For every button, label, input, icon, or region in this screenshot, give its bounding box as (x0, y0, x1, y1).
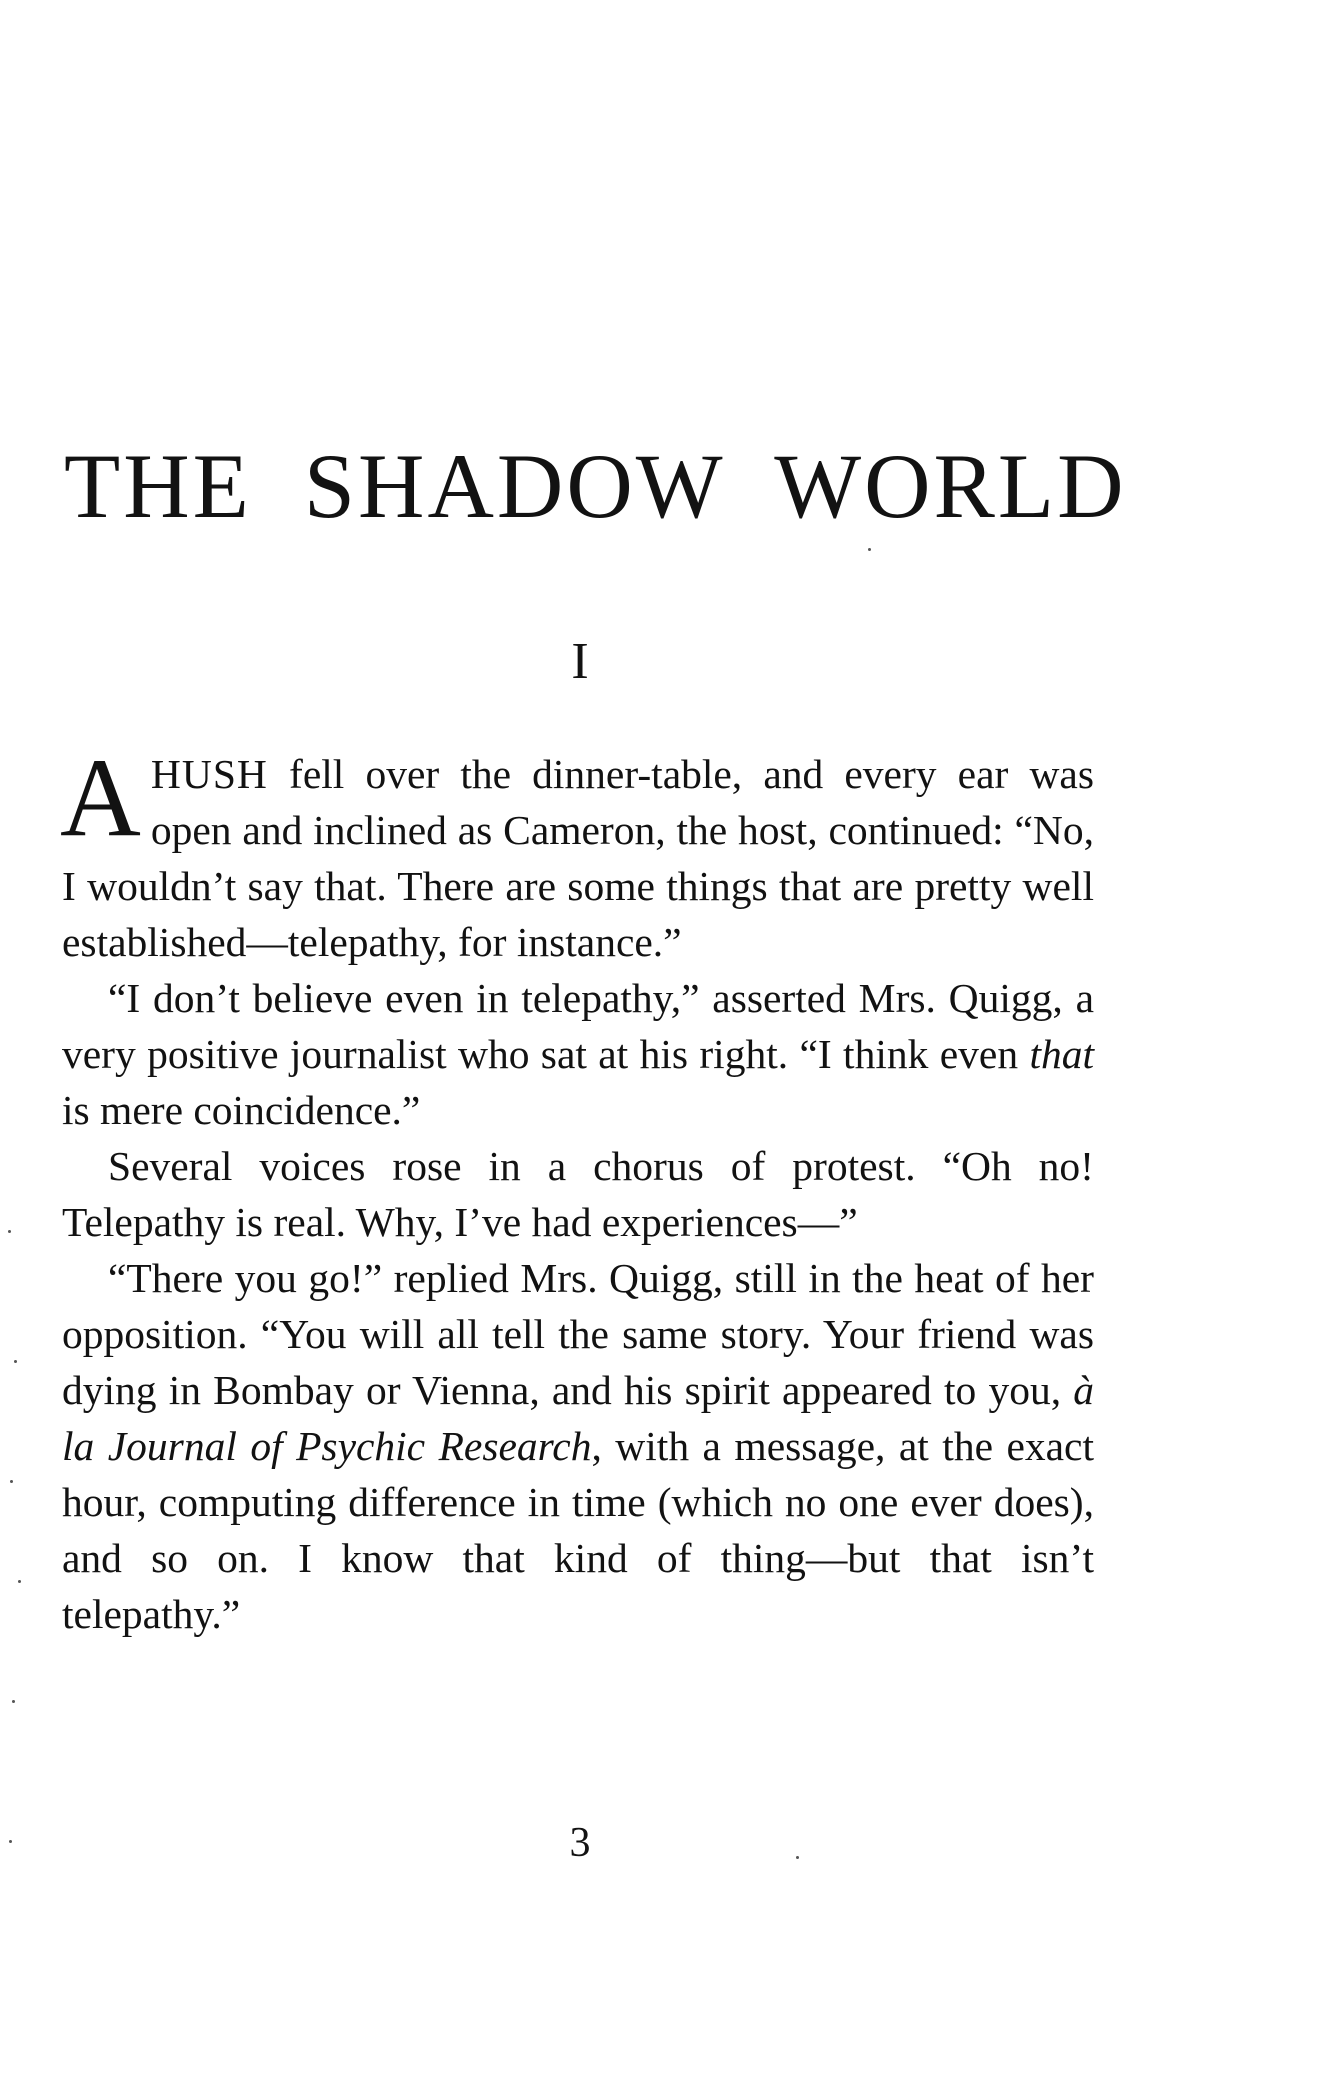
scan-speck (10, 1480, 13, 1483)
scan-speck (8, 1230, 11, 1233)
paragraph-4-italic-reference: à la Journal of Psychic Research (62, 1367, 1094, 1469)
scan-speck (868, 548, 871, 551)
paragraph-2-text: “I don’t believe even in telepathy,” asserted Mrs. Quigg, a very positive journalist who sat at his right. “I think even (62, 975, 1094, 1077)
paragraph-3 (62, 1138, 1094, 1250)
chapter-number: I (571, 633, 589, 690)
paragraph-4-text-after: , with a message, at the exact hour, computing difference in time (which no one ever does), and so on. I know that kind of thing—but that isn’t telepathy.” (62, 1423, 1094, 1637)
paragraph-1-text: fell over the dinner-table, and every ear was open and inclined as Cameron, the host, continued: “No, I wouldn’t say that. There are some things that are pretty well established—telepathy, for instance.” (62, 751, 1094, 965)
paragraph-2-emphasis: that (1029, 1031, 1094, 1077)
paragraph-3-text: Several voices rose in a chorus of protest. “Oh no! Telepathy is real. Why, I’ve had experiences—” (62, 1143, 1094, 1245)
paragraph-4-text-before: “There you go!” replied Mrs. Quigg, still in the heat of her opposition. “You will all tell the same story. Your friend was dying in Bombay or Vienna, and his spirit appeared to you, (62, 1255, 1094, 1413)
scan-speck (12, 1700, 15, 1703)
opening-word: HUSH (150, 751, 268, 797)
paragraph-1 (60, 736, 1094, 970)
scan-speck (796, 1856, 799, 1859)
paragraph-2 (62, 970, 1094, 1138)
scan-speck (9, 1840, 12, 1843)
paragraph-4 (62, 1250, 1094, 1642)
scan-speck (14, 1360, 17, 1363)
paragraph-2-text-after: is mere coincidence.” (62, 1087, 421, 1133)
drop-cap: A (60, 736, 141, 860)
page-number: 3 (569, 1820, 591, 1866)
scan-speck (18, 1580, 21, 1583)
body-text (60, 736, 1094, 1642)
book-title: THE SHADOW WORLD (64, 435, 1127, 537)
